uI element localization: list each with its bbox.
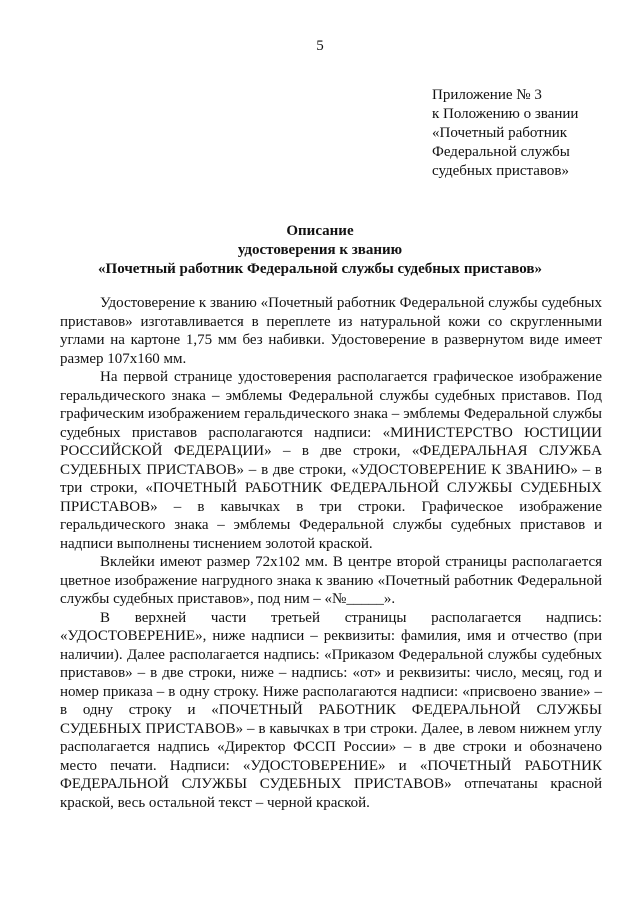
document-body [60,294,602,812]
body-paragraph: В верхней части третьей страницы располагается надпись: «УДОСТОВЕРЕНИЕ», ниже надписи – реквизиты: фамилия, имя и отчество (при наличии). Далее располагается надпись: «Приказом Федеральной службы судебных приставов» – в две строки, ниже – надпись: «от» и реквизиты: число, месяц, год и номер приказа – в одну строку. Ниже располагаются надписи: «присвоено звание» – в одну строку и «ПОЧЕТНЫЙ РАБОТНИК ФЕДЕРАЛЬНОЙ СЛУЖБЫ СУДЕБНЫХ ПРИСТАВОВ» – в кавычках в три строки. Далее, в левом нижнем углу располагается надпись «Директор ФССП России» – в две строки и обозначено место печати. Надписи: «УДОСТОВЕРЕНИЕ» и «ПОЧЕТНЫЙ РАБОТНИК ФЕДЕРАЛЬНОЙ СЛУЖБЫ СУДЕБНЫХ ПРИСТАВОВ» отпечатаны красной краской, весь остальной текст – черной краской. [60,609,602,811]
appendix-reference [432,86,632,181]
document-title [0,222,640,279]
body-paragraph: На первой странице удостоверения располагается графическое изображение геральдического знака – эмблемы Федеральной службы судебных приставов. Под графическим изображением геральдического знака – эмблемы Федеральной службы судебных приставов располагаются надписи: «МИНИСТЕРСТВО ЮСТИЦИИ РОССИЙСКОЙ ФЕДЕРАЦИИ» – в две строки, «ФЕДЕРАЛЬНАЯ СЛУЖБА СУДЕБНЫХ ПРИСТАВОВ» – в две строки, «УДОСТОВЕРЕНИЕ К ЗВАНИЮ» – в три строки, «ПОЧЕТНЫЙ РАБОТНИК ФЕДЕРАЛЬНОЙ СЛУЖБЫ СУДЕБНЫХ ПРИСТАВОВ» – в кавычках в три строки. Графическое изображение геральдического знака – эмблемы Федеральной службы судебных приставов и надписи выполнены тиснением золотой краской. [60,369,602,552]
body-paragraph: Вклейки имеют размер 72х102 мм. В центре второй страницы располагается цветное изображение нагрудного знака к званию «Почетный работник Федеральной службы судебных приставов», под ним – «№_____». [60,554,602,607]
appendix-line: судебных приставов» [432,163,569,179]
appendix-line: к Положению о звании [432,106,579,122]
title-line: удостоверения к званию [237,242,403,258]
appendix-line: Приложение № 3 [432,87,542,103]
title-line: Описание [286,223,354,239]
appendix-line: Федеральной службы [432,144,570,160]
appendix-line: «Почетный работник [432,125,568,141]
body-paragraph: Удостоверение к званию «Почетный работник Федеральной службы судебных приставов» изготавливается в переплете из натуральной кожи со скругленными углами на картоне 1,75 мм без набивки. Удостоверение в развернутом виде имеет размер 107х160 мм. [60,295,602,367]
title-line: «Почетный работник Федеральной службы судебных приставов» [98,261,542,277]
page-number: 5 [316,38,324,54]
